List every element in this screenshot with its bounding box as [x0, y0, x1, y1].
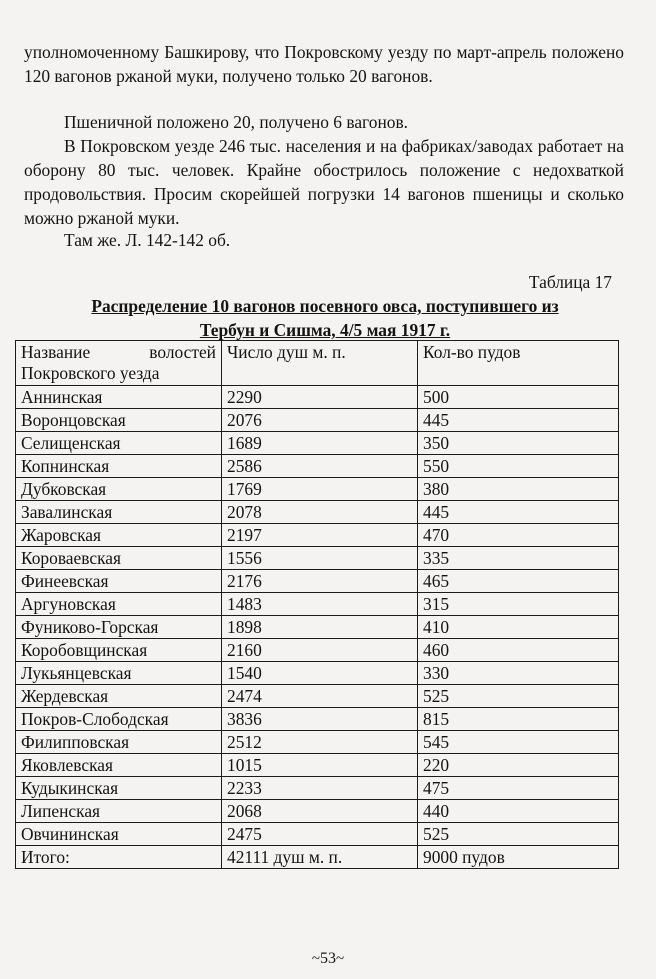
poods-count-cell: 350 [418, 432, 619, 455]
table-row [16, 547, 619, 570]
table-row [16, 524, 619, 547]
table-row [16, 455, 619, 478]
volost-name-cell: Филипповская [16, 731, 222, 754]
table-row [16, 432, 619, 455]
volost-name-cell: Копнинская [16, 455, 222, 478]
distribution-table [15, 340, 619, 869]
souls-count-cell: 1898 [222, 616, 418, 639]
volost-name-cell: Кудыкинская [16, 777, 222, 800]
volost-name-cell: Покров-Слободская [16, 708, 222, 731]
table-row [16, 409, 619, 432]
volost-name-cell: Липенская [16, 800, 222, 823]
paragraph-1 [24, 40, 624, 88]
page-number [0, 950, 656, 968]
volost-name-cell: Воронцовская [16, 409, 222, 432]
poods-count-cell: 445 [418, 409, 619, 432]
volost-name-cell: Жердевская [16, 685, 222, 708]
souls-count-cell: 2176 [222, 570, 418, 593]
source-reference [24, 228, 624, 252]
souls-count-cell: 2512 [222, 731, 418, 754]
souls-count-cell: 2197 [222, 524, 418, 547]
table-header-row [16, 341, 619, 386]
souls-count-cell: 1689 [222, 432, 418, 455]
header-poods: Кол-во пудов [418, 341, 619, 386]
souls-count-cell: 1015 [222, 754, 418, 777]
table-caption [30, 294, 620, 342]
volost-name-cell: Аргуновская [16, 593, 222, 616]
poods-count-cell: 445 [418, 501, 619, 524]
total-poods-cell: 9000 пудов [418, 846, 619, 869]
poods-count-cell: 460 [418, 639, 619, 662]
paragraph-2 [24, 110, 624, 134]
souls-count-cell: 2475 [222, 823, 418, 846]
poods-count-cell: 545 [418, 731, 619, 754]
table-row [16, 800, 619, 823]
volost-name-cell: Короваевская [16, 547, 222, 570]
poods-count-cell: 500 [418, 386, 619, 409]
souls-count-cell: 1540 [222, 662, 418, 685]
volost-name-cell: Аннинская [16, 386, 222, 409]
table-row [16, 685, 619, 708]
volost-name-cell: Дубковская [16, 478, 222, 501]
volost-name-cell: Селищенская [16, 432, 222, 455]
paragraph-3-text: В Покровском уезде 246 тыс. населения и на фабриках/заводах работает на оборону 80 тыс. человек. Крайне обострилось положение с недохваткой продовольствия. Просим скорейшей погрузки 14 вагонов пшеницы и сколько можно ржаной муки. [24, 136, 624, 228]
table-row [16, 754, 619, 777]
poods-count-cell: 470 [418, 524, 619, 547]
souls-count-cell: 1483 [222, 593, 418, 616]
volost-name-cell: Завалинская [16, 501, 222, 524]
table-row [16, 478, 619, 501]
ornament-right-icon: ~ [336, 951, 345, 967]
table-row [16, 662, 619, 685]
volost-name-cell: Жаровская [16, 524, 222, 547]
table-caption-line-1: Распределение 10 вагонов посевного овса, поступившего из [91, 296, 559, 316]
table-row [16, 386, 619, 409]
souls-count-cell: 2290 [222, 386, 418, 409]
poods-count-cell: 525 [418, 685, 619, 708]
volost-name-cell: Финеевская [16, 570, 222, 593]
table-row [16, 593, 619, 616]
poods-count-cell: 315 [418, 593, 619, 616]
volost-name-cell: Овчининская [16, 823, 222, 846]
header-volost-word-2: волостей [149, 342, 216, 362]
table-row [16, 570, 619, 593]
poods-count-cell: 525 [418, 823, 619, 846]
volost-name-cell: Коробовщинская [16, 639, 222, 662]
poods-count-cell: 380 [418, 478, 619, 501]
souls-count-cell: 3836 [222, 708, 418, 731]
total-label-cell: Итого: [16, 846, 222, 869]
table-row [16, 639, 619, 662]
source-reference-text: Там же. Л. 142-142 об. [64, 230, 231, 250]
total-souls-cell: 42111 душ м. п. [222, 846, 418, 869]
paragraph-1-text: уполномоченному Башкирову, что Покровскому уезду по март-апрель положено 120 вагонов ржаной муки, получено только 20 вагонов. [24, 42, 624, 86]
souls-count-cell: 1769 [222, 478, 418, 501]
poods-count-cell: 465 [418, 570, 619, 593]
poods-count-cell: 335 [418, 547, 619, 570]
table-row [16, 708, 619, 731]
table-caption-line-2: Тербун и Сишма, 4/5 мая 1917 г. [199, 320, 451, 340]
souls-count-cell: 1556 [222, 547, 418, 570]
table-row [16, 501, 619, 524]
header-volost-word-1: Название [21, 342, 91, 362]
poods-count-cell: 330 [418, 662, 619, 685]
poods-count-cell: 815 [418, 708, 619, 731]
souls-count-cell: 2160 [222, 639, 418, 662]
table-total-row [16, 846, 619, 869]
poods-count-cell: 440 [418, 800, 619, 823]
souls-count-cell: 2076 [222, 409, 418, 432]
table-number: Таблица 17 [528, 272, 612, 292]
souls-count-cell: 2586 [222, 455, 418, 478]
table-row [16, 616, 619, 639]
poods-count-cell: 220 [418, 754, 619, 777]
souls-count-cell: 2233 [222, 777, 418, 800]
souls-count-cell: 2078 [222, 501, 418, 524]
table-row [16, 823, 619, 846]
ornament-left-icon: ~ [311, 951, 320, 967]
header-souls: Число душ м. п. [222, 341, 418, 386]
table-row [16, 731, 619, 754]
header-volost [16, 341, 222, 386]
volost-name-cell: Лукьянцевская [16, 662, 222, 685]
volost-name-cell: Фуниково-Горская [16, 616, 222, 639]
souls-count-cell: 2474 [222, 685, 418, 708]
poods-count-cell: 475 [418, 777, 619, 800]
paragraph-2-text: Пшеничной положено 20, получено 6 вагонов. [64, 112, 408, 132]
table-row [16, 777, 619, 800]
poods-count-cell: 550 [418, 455, 619, 478]
paragraph-3 [24, 134, 624, 230]
souls-count-cell: 2068 [222, 800, 418, 823]
volost-name-cell: Яковлевская [16, 754, 222, 777]
poods-count-cell: 410 [418, 616, 619, 639]
header-volost-line-2: Покровского уезда [21, 363, 160, 383]
page-number-text: 53 [320, 950, 336, 967]
